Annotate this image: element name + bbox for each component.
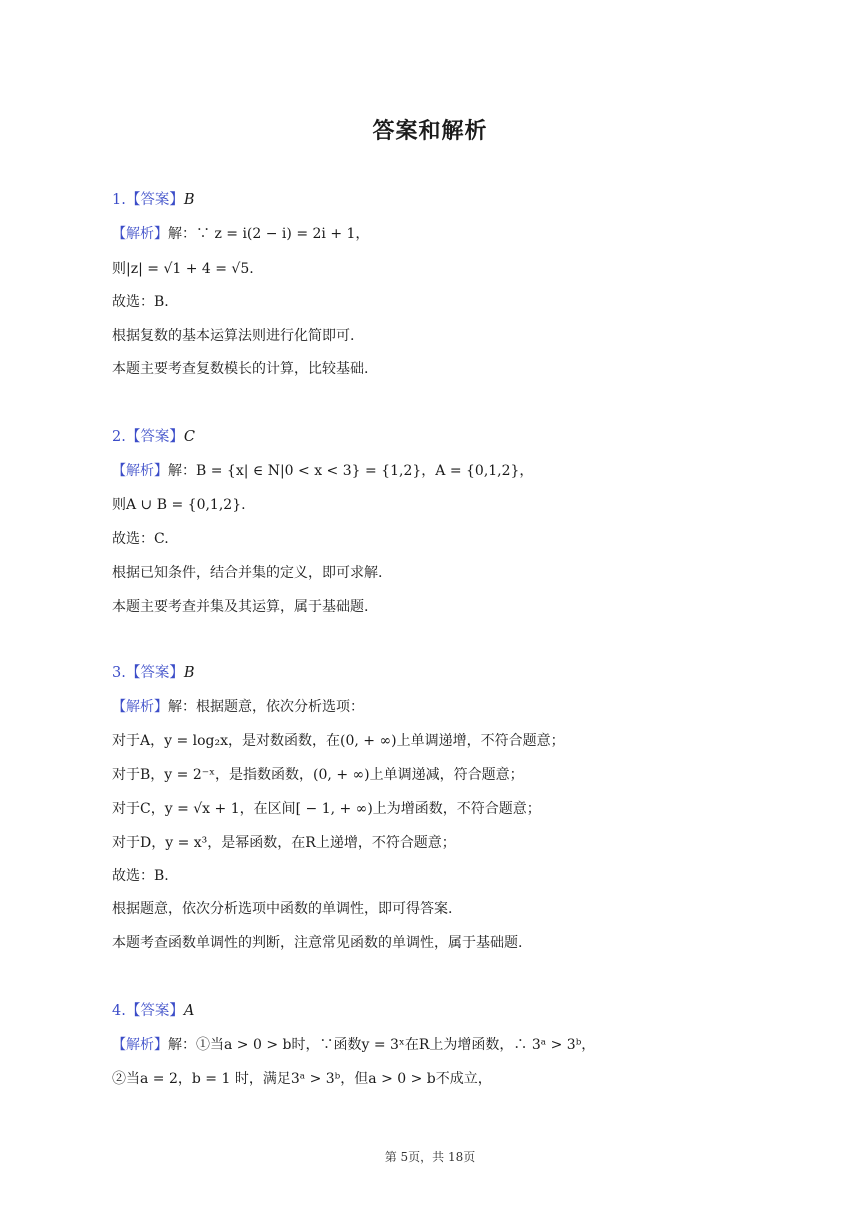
q3-answer-value: B [183,665,195,681]
q1-line: 故选：B. [112,294,169,310]
q3-line: 故选：B. [112,868,169,884]
q4-line: 解：①当a > 0 > b时，∵函数y = 3ˣ在R上为增函数，∴ 3ᵃ > 3ᵇ， [168,1037,596,1053]
q2-answer-value: C [183,429,195,445]
q3-line: 本题考查函数单调性的判断，注意常见函数的单调性，属于基础题. [112,935,523,951]
q4-answer-tag: 【答案】 [125,1003,184,1019]
q1-line: 则|z| = √1 + 4 = √5. [112,261,254,277]
q1-answer-value: B [183,192,195,208]
q4-answer-value: A [183,1003,195,1019]
q4-number: 4. [112,1003,126,1019]
q1-line: 根据复数的基本运算法则进行化简即可. [112,328,355,344]
q3-line: 对于C，y = √x + 1，在区间[ − 1, + ∞)上为增函数，不符合题意； [112,801,541,817]
q1-analysis-tag: 【解析】 [112,226,168,242]
q3-analysis-line-1 [112,697,364,717]
q3-line: 对于D，y = x³，是幂函数，在R上递增，不符合题意； [112,835,456,851]
q3-line: 对于B，y = 2⁻ˣ，是指数函数，(0, + ∞)上单调递减，符合题意； [112,767,524,783]
q4-answer-heading [112,1001,194,1021]
q2-analysis-tag: 【解析】 [112,463,168,479]
q2-line: 解：B = {x| ∈ N|0 < x < 3} = {1,2}，A = {0,1,2}， [168,463,534,479]
page-footer: 第 5页，共 18页 [384,1150,476,1164]
q3-answer-tag: 【答案】 [125,665,184,681]
q4-line: ②当a = 2，b = 1 时，满足3ᵃ > 3ᵇ，但a > 0 > b不成立， [112,1071,492,1087]
q2-analysis-line-1 [112,461,533,481]
q1-line: 本题主要考查复数模长的计算，比较基础. [112,361,369,377]
q2-answer-tag: 【答案】 [125,429,184,445]
q1-answer-tag: 【答案】 [125,192,184,208]
q2-line: 故选：C. [112,531,169,547]
q3-line: 解：根据题意，依次分析选项： [168,699,364,715]
q2-line: 本题主要考查并集及其运算，属于基础题. [112,599,369,615]
q4-analysis-line-1 [112,1035,595,1055]
page-title: 答案和解析 [372,119,488,144]
q2-number: 2. [112,429,126,445]
q1-number: 1. [112,192,126,208]
q2-line: 则A ∪ B = {0,1,2}. [112,497,246,513]
q4-analysis-tag: 【解析】 [112,1037,168,1053]
q1-line: 解：∵ z = i(2 − i) = 2i + 1， [168,226,370,242]
q2-line: 根据已知条件，结合并集的定义，即可求解. [112,565,383,581]
q1-analysis-line-1 [112,224,369,244]
q3-line: 根据题意，依次分析选项中函数的单调性，即可得答案. [112,901,453,917]
q2-answer-heading [112,427,195,447]
q3-answer-heading [112,663,195,683]
q1-answer-heading [112,190,195,210]
q3-line: 对于A，y = log₂x，是对数函数，在(0, + ∞)上单调递增，不符合题意； [112,733,565,749]
q3-number: 3. [112,665,126,681]
q3-analysis-tag: 【解析】 [112,699,168,715]
